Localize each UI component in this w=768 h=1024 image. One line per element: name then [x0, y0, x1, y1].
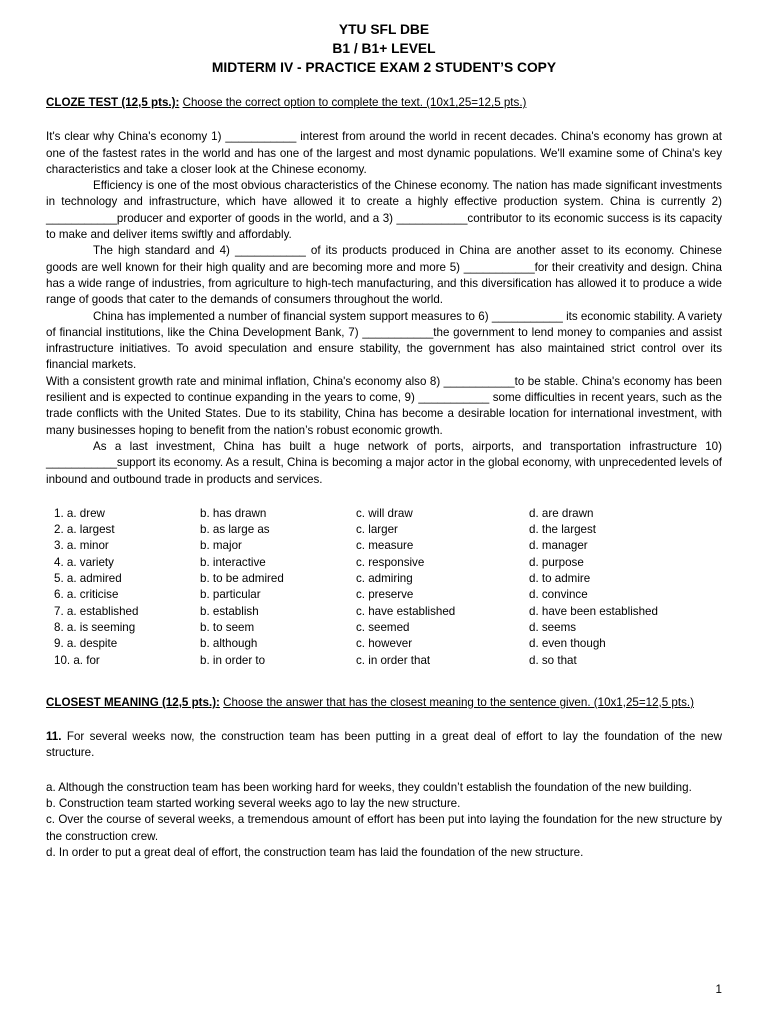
option-c[interactable]: c. larger: [356, 523, 398, 537]
option-d[interactable]: d. to admire: [529, 572, 591, 586]
cloze-section-title: [46, 95, 722, 111]
option-d[interactable]: d. purpose: [529, 555, 584, 569]
option-b[interactable]: b. interactive: [200, 555, 266, 569]
closest-title: CLOSEST MEANING (12,5 pts.):: [46, 695, 220, 709]
option-row-9: [46, 636, 722, 652]
option-d[interactable]: d. manager: [529, 539, 588, 553]
question-11-text: For several weeks now, the construction team has been putting in a great deal of effort to lay the foundation of the new structure.: [46, 730, 722, 760]
option-a[interactable]: 1. a. drew: [54, 506, 105, 520]
option-a[interactable]: 3. a. minor: [54, 539, 109, 553]
answer-d[interactable]: d. In order to put a great deal of effort, the construction team has laid the foundation of the new structure.: [46, 845, 584, 859]
cloze-paragraph-2: Efficiency is one of the most obvious characteristics of the Chinese economy. The nation has made significant investments in technology and infrastructure, which have allowed it to create a highly effective production system. China is currently 2) ___________producer and exporter of goods in the world, and a 3) ___________contributor to its economic success is its capacity to make and deliver items swiftly and affordably.: [46, 179, 722, 242]
option-c[interactable]: c. will draw: [356, 506, 413, 520]
option-a[interactable]: 2. a. largest: [54, 523, 115, 537]
option-d[interactable]: d. have been established: [529, 604, 658, 618]
answer-c[interactable]: c. Over the course of several weeks, a tremendous amount of effort has been put into laying the foundation for the new structure by the construction crew.: [46, 813, 722, 843]
option-row-10: [46, 653, 722, 669]
question-11: [46, 729, 722, 762]
option-b[interactable]: b. in order to: [200, 653, 266, 667]
option-d[interactable]: d. even though: [529, 637, 606, 651]
cloze-paragraph-5: With a consistent growth rate and minimal inflation, China's economy also 8) ___________to be stable. China's economy has been resilient and is expected to continue expanding in the years to come, 9) ___________ some difficulties in recent years, such as the trade conflicts with the United States. Due to its stability, China has become a desirable location for international investment, with many businesses hoping to benefit from the nation’s robust economic growth.: [46, 374, 722, 437]
option-row-3: [46, 538, 722, 554]
option-c[interactable]: c. seemed: [356, 620, 410, 634]
option-c[interactable]: c. responsive: [356, 555, 425, 569]
option-a[interactable]: 5. a. admired: [54, 572, 122, 586]
option-row-6: [46, 587, 722, 603]
option-row-7: [46, 604, 722, 620]
option-d[interactable]: d. the largest: [529, 523, 597, 537]
answer-a[interactable]: a. Although the construction team has been working hard for weeks, they couldn’t establish the foundation of the new building.: [46, 780, 692, 794]
option-a[interactable]: 6. a. criticise: [54, 588, 119, 602]
header-institution: YTU SFL DBE: [338, 22, 430, 37]
cloze-options-list: [46, 506, 722, 669]
option-c[interactable]: c. admiring: [356, 572, 413, 586]
option-d[interactable]: d. seems: [529, 620, 577, 634]
option-a[interactable]: 4. a. variety: [54, 555, 114, 569]
question-11-answers: [46, 780, 722, 861]
option-b[interactable]: b. has drawn: [200, 506, 267, 520]
option-c[interactable]: c. however: [356, 637, 413, 651]
option-c[interactable]: c. have established: [356, 604, 456, 618]
option-c[interactable]: c. measure: [356, 539, 414, 553]
answer-b[interactable]: b. Construction team started working several weeks ago to lay the new structure.: [46, 796, 461, 810]
option-b[interactable]: b. to be admired: [200, 572, 284, 586]
option-row-8: [46, 620, 722, 636]
option-d[interactable]: d. so that: [529, 653, 577, 667]
cloze-paragraph-4: China has implemented a number of financial system support measures to 6) ___________ its economic stability. A variety of financial institutions, like the China Development Bank, 7) ___________the government to lend money to companies and assist infrastructure initiatives. To avoid speculation and ensure stability, the government has also maintained strict control over its financial markets.: [46, 309, 722, 372]
question-11-number: 11.: [46, 730, 62, 744]
header-level: B1 / B1+ LEVEL: [332, 41, 436, 56]
option-a[interactable]: 10. a. for: [54, 653, 100, 667]
exam-page: [46, 20, 722, 861]
option-c[interactable]: c. in order that: [356, 653, 431, 667]
option-row-1: [46, 506, 722, 522]
cloze-paragraph-6: As a last investment, China has built a huge network of ports, airports, and transportation infrastructure 10) ___________support its economy. As a result, China is becoming a major actor in the global economy, with unprecedented levels of inbound and outbound trade in products and services.: [46, 439, 722, 486]
option-a[interactable]: 8. a. is seeming: [54, 620, 136, 634]
exam-header: [46, 20, 722, 77]
option-b[interactable]: b. to seem: [200, 620, 255, 634]
cloze-paragraph-3: The high standard and 4) ___________ of its products produced in China are another asset to its economy. Chinese goods are well known for their high quality and are becoming more and more 5) ___________for their creativity and design. China has a wide range of industries, from agriculture to high-tech manufacturing, and this diversification has allowed it to produce a wide range of goods that cater to the demands of consumers throughout the world.: [46, 244, 722, 307]
cloze-paragraph-1: It's clear why China's economy 1) ___________ interest from around the world in recent decades. China's economy has grown at one of the fastest rates in the world and has one of the largest and most dynamic populations. We'll examine some of China's key characteristics and take a closer look at the Chinese economy.: [46, 130, 722, 176]
option-d[interactable]: d. convince: [529, 588, 588, 602]
option-a[interactable]: 7. a. established: [54, 604, 139, 618]
option-row-5: [46, 571, 722, 587]
header-exam-title: MIDTERM IV - PRACTICE EXAM 2 STUDENT’S COPY: [211, 60, 557, 75]
option-b[interactable]: b. establish: [200, 604, 259, 618]
closest-section-title: [46, 695, 722, 711]
option-d[interactable]: d. are drawn: [529, 506, 594, 520]
option-a[interactable]: 9. a. despite: [54, 637, 118, 651]
option-row-2: [46, 522, 722, 538]
option-b[interactable]: b. particular: [200, 588, 261, 602]
closest-instruction: Choose the answer that has the closest meaning to the sentence given. (10x1,25=12,5 pts.): [223, 695, 694, 709]
option-b[interactable]: b. major: [200, 539, 242, 553]
cloze-title: CLOZE TEST (12,5 pts.):: [46, 96, 180, 109]
option-row-4: [46, 555, 722, 571]
option-b[interactable]: b. as large as: [200, 523, 270, 537]
page-number: 1: [715, 982, 722, 996]
option-b[interactable]: b. although: [200, 637, 258, 651]
cloze-instruction: Choose the correct option to complete the text. (10x1,25=12,5 pts.): [182, 96, 527, 109]
option-c[interactable]: c. preserve: [356, 588, 414, 602]
